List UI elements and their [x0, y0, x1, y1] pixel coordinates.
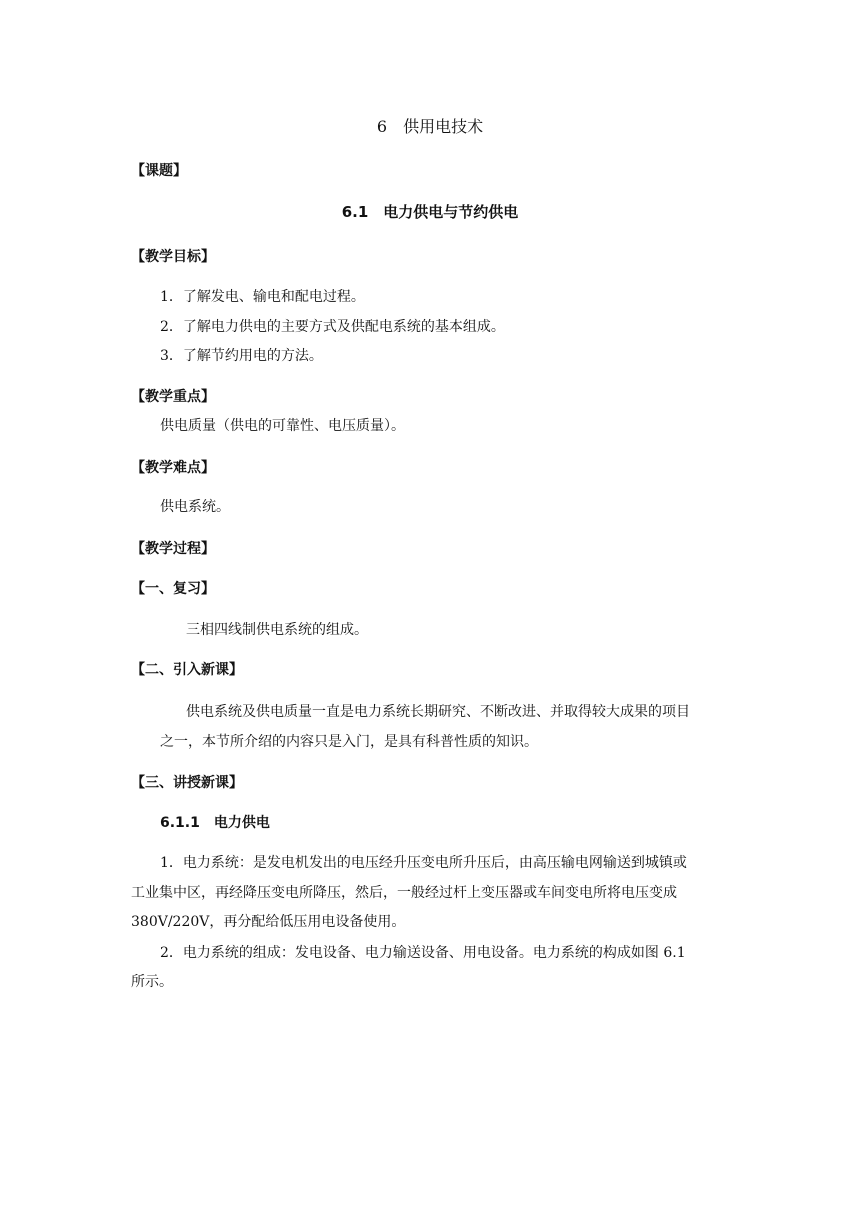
process-heading: 【教学过程】: [131, 541, 215, 557]
review-text: 三相四线制供电系统的组成。: [186, 622, 368, 638]
section-title: 6.1 电力供电与节约供电: [341, 203, 519, 221]
paragraph-line: 工业集中区，再经降压变电所降压，然后，一般经过杆上变压器或车间变电所将电压变成: [131, 885, 677, 901]
goal-item: 3．了解节约用电的方法。: [160, 348, 323, 364]
teach-heading: 【三、讲授新课】: [131, 775, 243, 791]
goals-heading: 【教学目标】: [131, 249, 215, 265]
chapter-title: 6 供用电技术: [376, 117, 484, 136]
paragraph-line: 1．电力系统：是发电机发出的电压经升压变电所升压后，由高压输电网输送到城镇或: [160, 855, 687, 871]
paragraph-line: 2．电力系统的组成：发电设备、电力输送设备、用电设备。电力系统的构成如图 6.1: [160, 945, 686, 961]
paragraph-line: 380V/220V，再分配给低压用电设备使用。: [131, 914, 406, 930]
intro-line: 之一，本节所介绍的内容只是入门，是具有科普性质的知识。: [160, 734, 538, 750]
subsection-title: 6.1.1 电力供电: [160, 815, 270, 831]
paragraph-line: 所示。: [131, 974, 173, 990]
difficult-points-text: 供电系统。: [160, 499, 230, 515]
intro-heading: 【二、引入新课】: [131, 662, 243, 678]
goal-item: 2．了解电力供电的主要方式及供配电系统的基本组成。: [160, 319, 505, 335]
topic-heading: 【课题】: [131, 163, 187, 179]
difficult-points-heading: 【教学难点】: [131, 460, 215, 476]
goal-item: 1．了解发电、输电和配电过程。: [160, 289, 365, 305]
key-points-text: 供电质量（供电的可靠性、电压质量）。: [160, 418, 405, 434]
intro-line: 供电系统及供电质量一直是电力系统长期研究、不断改进、并取得较大成果的项目: [186, 704, 690, 720]
review-heading: 【一、复习】: [131, 581, 215, 597]
key-points-heading: 【教学重点】: [131, 389, 215, 405]
